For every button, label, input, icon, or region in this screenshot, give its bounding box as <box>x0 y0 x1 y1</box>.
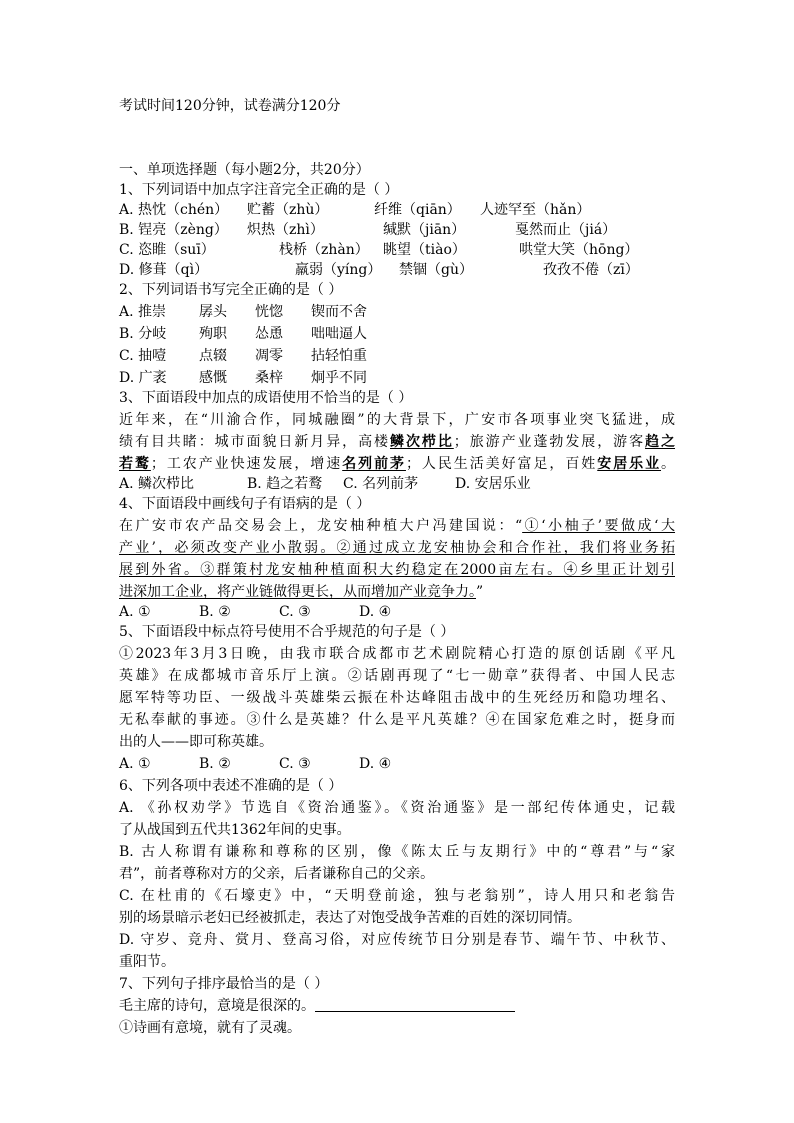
q6-option-c-line-2: 别的场景暗示老妇已经被抓走，表达了对饱受战争苦难的百姓的深切同情。 <box>119 910 581 926</box>
q3-idiom-2-part-1: 趋之 <box>645 434 676 450</box>
q2-d-1: D. 广袤 <box>119 370 167 386</box>
q7-stem: 7、下列句子排序最恰当的是（ ） <box>119 976 329 992</box>
q6-option-a-line-2: 了从战国到五代共1362年间的史事。 <box>119 822 351 838</box>
q6-option-b-line-1: B. 古人称谓有谦称和尊称的区别，像《陈太丘与友期行》中的“尊君”与“家 <box>119 844 675 860</box>
q3-idiom-2-part-2: 若鹜 <box>119 456 151 472</box>
q1-option-b <box>119 220 675 240</box>
q2-b-3: 怂恿 <box>255 326 283 342</box>
q3-option-a: A. 鳞次栉比 <box>119 476 195 492</box>
q1-stem: 1、下列词语中加点字注音完全正确的是（ ） <box>119 182 399 198</box>
q4-l1-underlined: ①‘小柚子’要做成‘大 <box>522 518 676 534</box>
q1-a-4: 人迹罕至（hǎn） <box>480 202 591 218</box>
q1-a-3: 纤维（qiān） <box>374 202 461 218</box>
q4-option-b: B. ② <box>199 604 231 620</box>
q2-option-d <box>119 368 675 388</box>
exam-info: 考试时间120分钟，试卷满分120分 <box>119 98 341 114</box>
q2-b-2: 殉职 <box>199 326 227 342</box>
q1-c-3: 眺望（tiào） <box>383 242 466 258</box>
q7-answer-blank <box>315 997 515 1012</box>
q1-b-1: B. 锃亮（zèng） <box>119 222 228 238</box>
q4-option-a: A. ① <box>119 604 151 620</box>
q1-option-c <box>119 240 675 260</box>
q4-passage-line-1 <box>119 516 675 536</box>
q3-idiom-1: 鳞次栉比 <box>390 434 454 450</box>
q3-stem: 3、下面语段中加点的成语使用不恰当的是（ ） <box>119 390 413 406</box>
q4-option-c: C. ③ <box>279 604 311 620</box>
q3-l3-text-1: ；工农产业快速发展，增速 <box>150 456 343 472</box>
q1-a-2: 贮蓄（zhù） <box>247 202 329 218</box>
q1-option-a <box>119 200 675 220</box>
q2-a-2: 孱头 <box>199 304 227 320</box>
q4-l1-text: 在广安市农产品交易会上，龙安柚种植大户冯建国说：“ <box>119 518 523 534</box>
q6-option-c-line-1: C. 在杜甫的《石壕吏》中，“天明登前途，独与老翁别”，诗人用只和老翁告 <box>119 888 675 904</box>
q2-d-3: 桑梓 <box>255 370 283 386</box>
q2-option-b <box>119 324 675 344</box>
q2-d-4: 炯乎不同 <box>311 370 367 386</box>
q2-c-4: 拈轻怕重 <box>311 348 367 364</box>
q1-d-1: D. 修葺（qì） <box>119 262 209 278</box>
q5-option-c: C. ③ <box>279 756 311 772</box>
q5-passage-line-4: 无私奉献的事迹。③什么是英雄？什么是平凡英雄？④在国家危难之时，挺身而 <box>119 712 675 728</box>
q5-option-d: D. ④ <box>359 756 392 772</box>
q6-option-b-line-2: 君”，前者尊称对方的父亲，后者谦称自己的父亲。 <box>119 866 435 882</box>
q3-option-c: C. 名列前茅 <box>343 476 419 492</box>
q3-passage-line-2 <box>119 432 675 452</box>
q2-d-2: 感慨 <box>199 370 227 386</box>
q1-b-3: 缄默（jiān） <box>383 222 466 238</box>
q4-l4-end: ” <box>476 584 484 600</box>
q6-option-d-line-1: D. 守岁、竞舟、赏月、登高习俗，对应传统节日分别是春节、端午节、中秋节、 <box>119 932 675 948</box>
q3-idiom-4: 安居乐业 <box>597 456 662 472</box>
q2-stem: 2、下列词语书写完全正确的是（ ） <box>119 282 343 298</box>
q5-option-b: B. ② <box>199 756 231 772</box>
q7-item-1: ①诗画有意境，就有了灵魂。 <box>119 1020 301 1036</box>
q4-option-d: D. ④ <box>359 604 392 620</box>
q6-stem: 6、下列各项中表述不准确的是（ ） <box>119 778 343 794</box>
q3-options <box>119 474 675 494</box>
q2-c-1: C. 抽噎 <box>119 348 167 364</box>
q1-c-2: 栈桥（zhàn） <box>279 242 369 258</box>
q1-d-4: 孜孜不倦（zī） <box>543 262 639 278</box>
q4-passage-line-4 <box>119 582 483 602</box>
q1-c-4: 哄堂大笑（hōng） <box>519 242 639 258</box>
q2-option-c <box>119 346 675 366</box>
q3-l2-text-1: 绩有目共睹：城市面貌日新月异，高楼 <box>119 434 390 450</box>
q2-a-1: A. 推崇 <box>119 304 167 320</box>
q5-passage-line-5: 出的人——即可称英雄。 <box>119 734 273 750</box>
q3-option-b: B. 趋之若鹜 <box>247 476 323 492</box>
q4-stem: 4、下面语段中画线句子有语病的是（ ） <box>119 496 371 512</box>
q3-l3-end: 。 <box>661 456 676 472</box>
q2-c-2: 点辍 <box>199 348 227 364</box>
q4-options <box>119 602 675 622</box>
section-title: 一、单项选择题（每小题2分，共20分） <box>119 162 370 178</box>
q1-b-2: 炽热（zhì） <box>247 222 324 238</box>
q5-passage-line-2: 英雄》在成都城市音乐厅上演。②话剧再现了“七一勋章”获得者、中国人民志 <box>119 668 675 684</box>
q3-passage-line-1: 近年来，在“川渝合作，同城融圈”的大背景下，广安市各项事业突飞猛进，成 <box>119 412 675 428</box>
q2-option-a <box>119 302 675 322</box>
q3-idiom-3: 名列前茅 <box>342 456 406 472</box>
q6-option-d-line-2: 重阳节。 <box>119 954 175 970</box>
q5-option-a: A. ① <box>119 756 151 772</box>
q1-option-d <box>119 260 675 280</box>
q2-b-1: B. 分岐 <box>119 326 167 342</box>
q2-c-3: 凋零 <box>255 348 283 364</box>
q4-passage-line-2: 产业’，必须改变产业小散弱。②通过成立龙安柚协会和合作社，我们将业务拓 <box>119 540 675 556</box>
q2-b-4: 咄咄逼人 <box>311 326 367 342</box>
q7-lead-text: 毛主席的诗句，意境是很深的。 <box>119 998 315 1014</box>
q5-passage-line-3: 愿军特等功臣、一级战斗英雄柴云振在朴达峰阻击战中的生死经历和隐功埋名、 <box>119 690 675 706</box>
q3-option-d: D. 安居乐业 <box>455 476 531 492</box>
q3-l2-text-2: ；旅游产业蓬勃发展，游客 <box>453 434 646 450</box>
q7-lead-sentence <box>119 996 515 1016</box>
q2-a-3: 恍惚 <box>255 304 283 320</box>
q1-c-1: C. 恣睢（suī） <box>119 242 215 258</box>
q1-a-1: A. 热忱（chén） <box>119 202 229 218</box>
q5-passage-line-1: ①2023年3月3日晚，由我市联合成都市艺术剧院精心打造的原创话剧《平凡 <box>119 646 675 662</box>
q4-passage-line-3: 展到外省。③群策村龙安柚种植面积大约稳定在2000亩左右。④乡里正计划引 <box>119 562 675 578</box>
q5-options <box>119 754 675 774</box>
q6-option-a-line-1: A. 《孙权劝学》节选自《资治通鉴》。《资治通鉴》是一部纪传体通史，记载 <box>119 800 675 816</box>
q2-a-4: 锲而不舍 <box>311 304 367 320</box>
q3-passage-line-3 <box>119 454 675 474</box>
q5-stem: 5、下面语段中标点符号使用不合乎规范的句子是（ ） <box>119 624 455 640</box>
q1-d-3: 禁锢（gù） <box>399 262 473 278</box>
q1-b-4: 戛然而止（jiá） <box>515 222 617 238</box>
q1-d-2: 羸弱（yíng） <box>295 262 382 278</box>
q4-l4-underlined: 进深加工企业，将产业链做得更长，从而增加产业竞争力。 <box>119 584 476 600</box>
q3-l3-text-2: ；人民生活美好富足，百姓 <box>405 456 598 472</box>
